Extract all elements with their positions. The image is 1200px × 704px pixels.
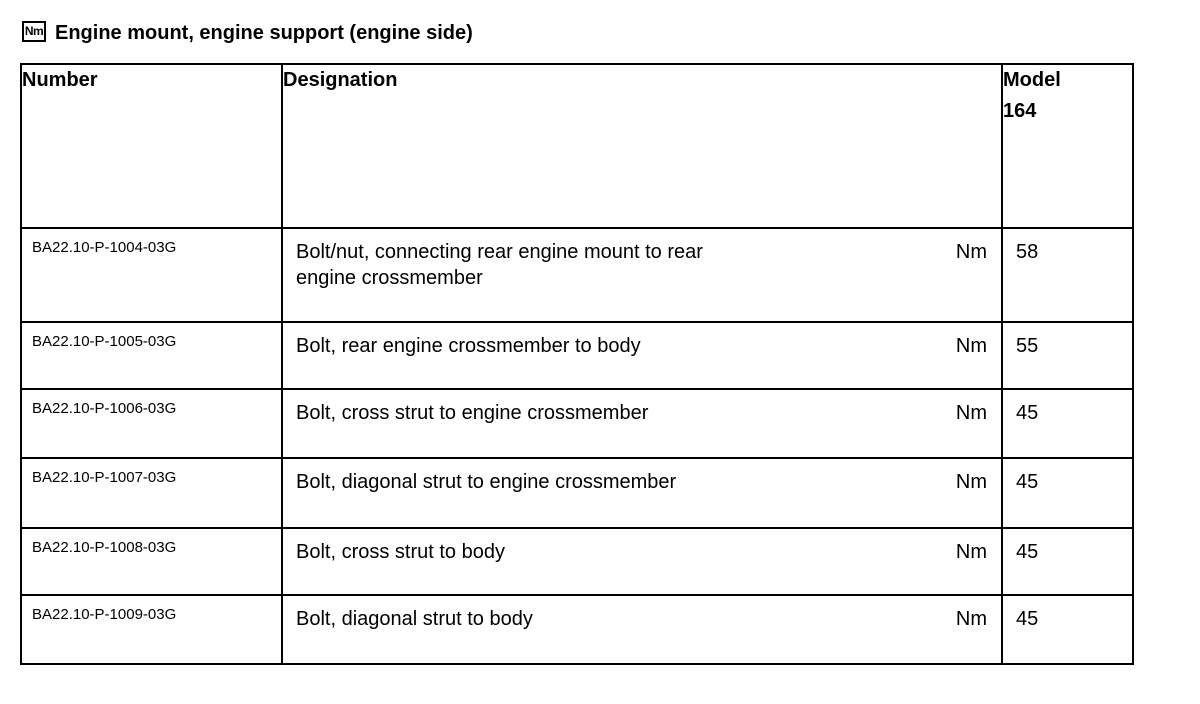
designation-text: Bolt, diagonal strut to engine crossmember (296, 471, 677, 493)
model-number: 164 (1003, 100, 1037, 122)
doc-number-cell[interactable]: BA22.10-P-1004-03G (21, 228, 282, 322)
torque-value: 45 (1002, 458, 1133, 528)
column-header-number: Number (21, 64, 282, 228)
designation-cell (282, 322, 1002, 389)
table-row (21, 595, 1133, 664)
torque-value: 45 (1002, 595, 1133, 664)
torque-spec-table (20, 63, 1134, 665)
title-row (22, 18, 473, 48)
unit-label: Nm (955, 541, 987, 563)
unit-label: Nm (955, 335, 987, 357)
torque-value: 45 (1002, 528, 1133, 595)
column-header-designation: Designation (282, 64, 1002, 228)
doc-number-cell[interactable]: BA22.10-P-1007-03G (21, 458, 282, 528)
table-row (21, 389, 1133, 458)
unit-label: Nm (955, 608, 987, 630)
table-header-row (21, 64, 1133, 228)
unit-label: Nm (955, 241, 987, 263)
model-label: Model (1003, 69, 1061, 91)
doc-number-cell[interactable]: BA22.10-P-1009-03G (21, 595, 282, 664)
unit-label: Nm (955, 402, 987, 424)
designation-cell (282, 228, 1002, 322)
torque-nm-icon: Nm (22, 21, 46, 42)
table-row (21, 228, 1133, 322)
column-header-model (1002, 64, 1133, 228)
torque-value: 58 (1002, 228, 1133, 322)
designation-text: Bolt/nut, connecting rear engine mount to rear engine crossmember (296, 241, 703, 289)
page-title: Engine mount, engine support (engine side) (55, 21, 473, 44)
designation-text: Bolt, cross strut to engine crossmember (296, 402, 649, 424)
table-row (21, 458, 1133, 528)
table-row (21, 322, 1133, 389)
designation-cell (282, 458, 1002, 528)
designation-cell (282, 595, 1002, 664)
torque-value: 55 (1002, 322, 1133, 389)
designation-text: Bolt, cross strut to body (296, 541, 505, 563)
unit-label: Nm (955, 471, 987, 493)
torque-value: 45 (1002, 389, 1133, 458)
doc-number-cell[interactable]: BA22.10-P-1008-03G (21, 528, 282, 595)
designation-cell (282, 389, 1002, 458)
designation-text: Bolt, rear engine crossmember to body (296, 335, 641, 357)
doc-number-cell[interactable]: BA22.10-P-1006-03G (21, 389, 282, 458)
table-row (21, 528, 1133, 595)
doc-number-cell[interactable]: BA22.10-P-1005-03G (21, 322, 282, 389)
designation-text: Bolt, diagonal strut to body (296, 608, 533, 630)
designation-cell (282, 528, 1002, 595)
